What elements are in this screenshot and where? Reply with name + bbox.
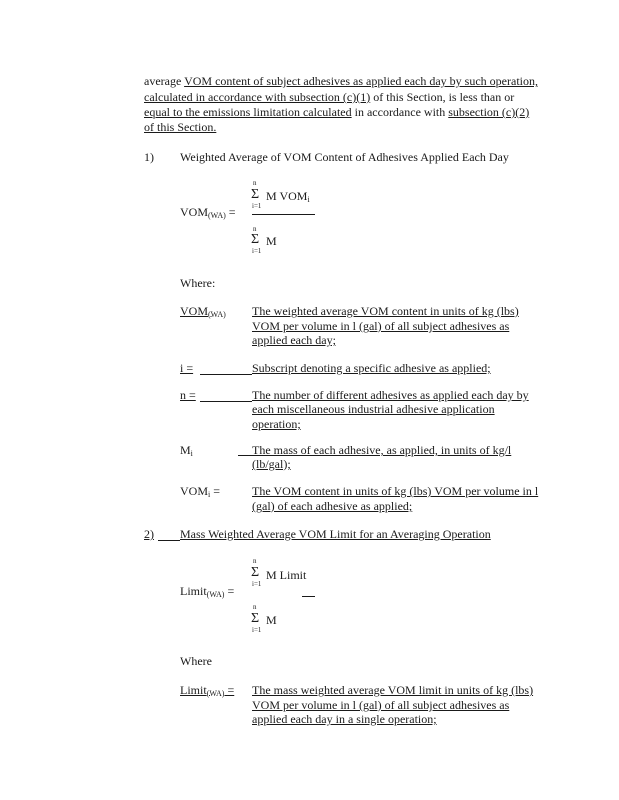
- intro-line-3: [144, 105, 529, 120]
- term-text: M: [180, 443, 191, 457]
- numerator-vom: VOM: [276, 189, 308, 203]
- numerator-limit: Limit: [276, 568, 307, 582]
- equals-sign: =: [224, 584, 235, 598]
- definition-line: each miscellaneous industrial adhesive application: [252, 402, 495, 416]
- term-text: VOM: [180, 304, 209, 318]
- sum-lower-limit: i=1: [252, 202, 262, 210]
- term-text: VOM: [180, 484, 209, 498]
- definition-line: operation;: [252, 417, 301, 431]
- sigma-symbol: Σ: [251, 232, 260, 247]
- section-2-number: 2): [144, 527, 154, 541]
- numerator-mass: M: [266, 189, 277, 203]
- sum-upper-limit: n: [253, 557, 257, 565]
- denominator: M: [266, 613, 277, 627]
- definition-line: applied each day;: [252, 333, 336, 347]
- sum-upper-limit: n: [253, 179, 257, 187]
- section-1-number: 1): [144, 150, 154, 164]
- where-label: Where:: [180, 276, 216, 290]
- definition-line: The number of different adhesives as applied each day by: [252, 388, 529, 402]
- intro-text: of this Section, is less than or: [370, 90, 515, 104]
- intro-line-1: [144, 74, 538, 89]
- equals-sign: =: [210, 484, 221, 498]
- sum-lower-limit: i=1: [252, 626, 262, 634]
- term-underline: [238, 455, 252, 456]
- term-subscript: (WA): [208, 310, 226, 319]
- lhs-text: Limit: [180, 584, 207, 598]
- definition-line: VOM per volume in l (gal) of all subject adhesives as: [252, 698, 510, 712]
- term-subscript: i: [190, 449, 193, 458]
- numerator-subscript: i: [307, 195, 310, 204]
- definition-line: The VOM content in units of kg (lbs) VOM per volume in l: [252, 484, 539, 498]
- definition-term: [180, 304, 226, 319]
- formula-lhs: [180, 584, 234, 599]
- equals-sign: =: [225, 205, 236, 219]
- sigma-symbol: Σ: [251, 187, 260, 202]
- definition-line: Subscript denoting a specific adhesive as applied;: [252, 361, 491, 375]
- definition-line: The mass weighted average VOM limit in units of kg (lbs): [252, 683, 534, 697]
- numerator: [266, 189, 310, 204]
- intro-underlined-text: subsection (c)(2): [448, 105, 530, 119]
- sum-lower-limit: i=1: [252, 247, 262, 255]
- section-2-title: Mass Weighted Average VOM Limit for an Averaging Operation: [180, 527, 491, 541]
- term-text: Limit: [180, 683, 207, 697]
- sum-upper-limit: n: [253, 225, 257, 233]
- formula-lhs: [180, 205, 236, 220]
- intro-underlined-text: equal to the emissions limitation calculated: [144, 105, 352, 119]
- definition-line: (lb/gal);: [252, 457, 291, 471]
- numerator-mass: M: [266, 568, 277, 582]
- definition-term: [180, 683, 234, 698]
- equals-sign: =: [224, 683, 235, 697]
- term-subscript: (WA): [206, 689, 225, 698]
- sigma-symbol: Σ: [251, 565, 260, 580]
- lhs-subscript: (WA): [206, 590, 225, 599]
- sum-lower-limit: i=1: [252, 580, 262, 588]
- intro-text: average: [144, 74, 185, 88]
- sigma-symbol: Σ: [251, 611, 260, 626]
- fraction-bar: [252, 214, 315, 215]
- term-underline: [200, 401, 252, 402]
- term-subscript: i: [208, 490, 211, 499]
- definition-term: [180, 484, 220, 499]
- definition-line: (gal) of each adhesive as applied;: [252, 499, 413, 513]
- intro-line-2: [144, 90, 514, 105]
- fraction-bar: [302, 596, 315, 597]
- intro-line-4: of this Section.: [144, 120, 217, 134]
- intro-underlined-text: VOM content of subject adhesives as applied each day by such operation,: [184, 74, 538, 88]
- where-label: Where: [180, 654, 212, 668]
- definition-line: The mass of each adhesive, as applied, in units of kg/l: [252, 443, 512, 457]
- definition-line: The weighted average VOM content in units of kg (lbs): [252, 304, 519, 318]
- lhs-subscript: (WA): [208, 211, 226, 220]
- numerator: [266, 568, 306, 583]
- denominator: M: [266, 234, 277, 248]
- definition-line: VOM per volume in l (gal) of all subject adhesives as: [252, 319, 510, 333]
- sum-upper-limit: n: [253, 603, 257, 611]
- intro-text: in accordance with: [351, 105, 449, 119]
- definition-line: applied each day in a single operation;: [252, 712, 437, 726]
- definition-term: i =: [180, 361, 194, 375]
- intro-underlined-text: calculated in accordance with subsection (c)(1): [144, 90, 371, 104]
- heading-underline: [158, 540, 180, 541]
- term-underline: [200, 374, 252, 375]
- section-1-title: Weighted Average of VOM Content of Adhesives Applied Each Day: [180, 150, 509, 164]
- definition-term: [180, 443, 193, 458]
- definition-term: n =: [180, 388, 196, 402]
- lhs-text: VOM: [180, 205, 209, 219]
